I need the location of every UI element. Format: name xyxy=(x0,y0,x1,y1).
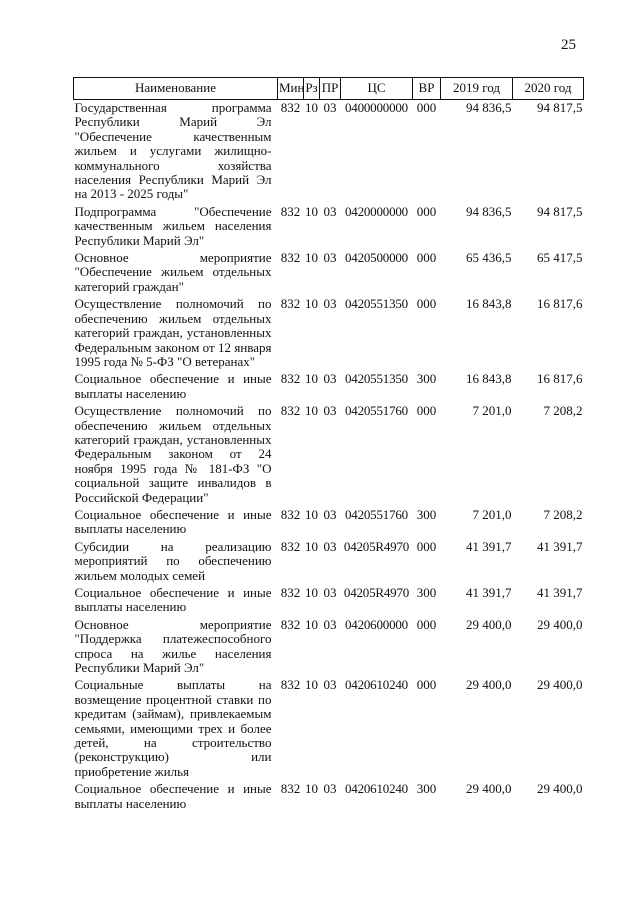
row-min: 832 xyxy=(280,781,301,797)
row-value-2020: 16 817,6 xyxy=(537,371,583,387)
row-cs: 04205R4970 xyxy=(343,538,410,554)
row-cs: 0420600000 xyxy=(344,616,408,632)
row-rz: 10 xyxy=(305,100,318,115)
row-value-2020: 7 208,2 xyxy=(543,403,583,419)
row-rz: 10 xyxy=(305,677,318,693)
row-vr: 000 xyxy=(416,250,437,266)
row-cs: 0400000000 xyxy=(344,100,408,115)
row-vr: 300 xyxy=(416,506,437,522)
row-min: 832 xyxy=(280,616,301,632)
row-min: 832 xyxy=(280,250,301,266)
table-row xyxy=(74,507,584,539)
row-name: Подпрограмма "Обеспечение качественным жильем населения Республики Марий Эл" xyxy=(74,203,272,248)
table-row xyxy=(74,371,584,403)
table-row xyxy=(74,677,584,781)
row-min: 832 xyxy=(280,677,301,693)
table-header-row xyxy=(74,78,584,100)
row-rz: 10 xyxy=(305,506,318,522)
row-vr: 000 xyxy=(416,100,437,115)
header-cs: ЦС xyxy=(341,78,413,100)
row-pr: 03 xyxy=(323,296,337,312)
row-cs: 0420610240 xyxy=(344,677,408,693)
row-pr: 03 xyxy=(323,585,337,600)
row-min: 832 xyxy=(280,506,301,522)
row-value-2019: 94 836,5 xyxy=(466,100,512,115)
row-value-2019: 41 391,7 xyxy=(466,585,512,600)
row-cs: 0420551760 xyxy=(344,506,408,522)
row-pr: 03 xyxy=(323,203,337,219)
row-cs: 0420551350 xyxy=(344,371,408,387)
row-value-2019: 41 391,7 xyxy=(466,538,512,554)
row-value-2020: 29 400,0 xyxy=(537,781,583,797)
table-row xyxy=(74,617,584,678)
row-min: 832 xyxy=(280,203,301,219)
row-pr: 03 xyxy=(323,781,337,797)
header-2020: 2020 год xyxy=(513,78,584,100)
header-pr: ПР xyxy=(320,78,341,100)
header-name: Наименование xyxy=(74,78,278,100)
row-min: 832 xyxy=(280,371,301,387)
header-rz: Рз xyxy=(304,78,320,100)
row-value-2019: 29 400,0 xyxy=(466,616,512,632)
table-row xyxy=(74,250,584,296)
row-cs: 0420610240 xyxy=(344,781,408,797)
row-value-2019: 16 843,8 xyxy=(466,371,512,387)
row-rz: 10 xyxy=(305,538,318,554)
row-vr: 300 xyxy=(416,781,437,797)
row-value-2020: 41 391,7 xyxy=(537,538,583,554)
header-2019: 2019 год xyxy=(441,78,513,100)
row-vr: 000 xyxy=(416,538,437,554)
table-row xyxy=(74,204,584,250)
row-min: 832 xyxy=(280,538,301,554)
row-pr: 03 xyxy=(323,403,337,419)
row-name: Основное мероприятие "Обеспечение жильем отдельных категорий граждан" xyxy=(74,250,272,294)
row-name: Субсидии на реализацию мероприятий по обеспечению жильем молодых семей xyxy=(74,538,272,583)
row-value-2019: 16 843,8 xyxy=(466,296,512,312)
row-rz: 10 xyxy=(305,250,318,266)
row-cs: 0420000000 xyxy=(344,203,408,219)
budget-table xyxy=(73,77,584,813)
row-name: Государственная программа Республики Марий Эл "Обеспечение качественным жильем и услугами жилищно-коммунального хозяйства населения Республики Марий Эл на 2013 - 2025 годы" xyxy=(74,100,272,202)
row-rz: 10 xyxy=(305,616,318,632)
row-vr: 000 xyxy=(416,677,437,693)
header-min: Мин xyxy=(278,78,304,100)
row-rz: 10 xyxy=(305,403,318,419)
row-rz: 10 xyxy=(305,585,318,600)
table-row xyxy=(74,296,584,371)
row-value-2019: 29 400,0 xyxy=(466,677,512,693)
row-pr: 03 xyxy=(323,371,337,387)
row-value-2020: 94 817,5 xyxy=(537,203,583,219)
row-name: Осуществление полномочий по обеспечению жильем отдельных категорий граждан, установленных Федеральным законом от 12 января 1995 года № 5-ФЗ "О ветеранах" xyxy=(74,296,272,369)
row-value-2020: 41 391,7 xyxy=(537,585,583,600)
row-pr: 03 xyxy=(323,506,337,522)
row-pr: 03 xyxy=(323,677,337,693)
row-min: 832 xyxy=(280,100,301,115)
row-value-2020: 94 817,5 xyxy=(537,100,583,115)
row-value-2019: 7 201,0 xyxy=(472,506,512,522)
row-vr: 000 xyxy=(416,616,437,632)
row-rz: 10 xyxy=(305,203,318,219)
row-value-2019: 7 201,0 xyxy=(472,403,512,419)
table-row xyxy=(74,539,584,585)
page-number: 25 xyxy=(561,37,576,53)
row-vr: 000 xyxy=(416,403,437,419)
row-min: 832 xyxy=(280,403,301,419)
row-name: Осуществление полномочий по обеспечению жильем отдельных категорий граждан, установленных Федеральным законом от 24 ноября 1995 года № 181-ФЗ "О социальной защите инвалидов в Российской Федерации" xyxy=(74,403,272,505)
row-value-2019: 65 436,5 xyxy=(466,250,512,266)
row-cs: 0420551350 xyxy=(344,296,408,312)
row-value-2019: 94 836,5 xyxy=(466,203,512,219)
row-cs: 04205R4970 xyxy=(343,585,410,600)
row-value-2020: 16 817,6 xyxy=(537,296,583,312)
row-vr: 000 xyxy=(416,296,437,312)
row-vr: 300 xyxy=(416,371,437,387)
row-name: Социальное обеспечение и иные выплаты населению xyxy=(74,781,272,811)
row-rz: 10 xyxy=(305,781,318,797)
row-min: 832 xyxy=(280,585,301,600)
row-vr: 000 xyxy=(416,203,437,219)
table-body xyxy=(74,100,584,814)
row-value-2019: 29 400,0 xyxy=(466,781,512,797)
row-name: Социальные выплаты на возмещение процентной ставки по кредитам (займам), привлекаемым семьями, имеющими трех и более детей, на строительство (реконструкцию) или приобретение жилья xyxy=(74,677,272,779)
row-cs: 0420551760 xyxy=(344,403,408,419)
row-rz: 10 xyxy=(305,296,318,312)
row-value-2020: 29 400,0 xyxy=(537,677,583,693)
row-pr: 03 xyxy=(323,250,337,266)
row-value-2020: 29 400,0 xyxy=(537,616,583,632)
table-row xyxy=(74,781,584,813)
row-pr: 03 xyxy=(323,616,337,632)
table-row xyxy=(74,100,584,204)
row-min: 832 xyxy=(280,296,301,312)
table-row xyxy=(74,585,584,617)
table-row xyxy=(74,403,584,507)
row-name: Основное мероприятие "Поддержка платежеспособного спроса на жилье населения Республики Марий Эл" xyxy=(74,616,272,676)
row-pr: 03 xyxy=(323,538,337,554)
row-name: Социальное обеспечение и иные выплаты населению xyxy=(74,585,272,615)
row-rz: 10 xyxy=(305,371,318,387)
row-name: Социальное обеспечение и иные выплаты населению xyxy=(74,371,272,401)
row-value-2020: 7 208,2 xyxy=(543,506,583,522)
row-name: Социальное обеспечение и иные выплаты населению xyxy=(74,506,272,537)
row-vr: 300 xyxy=(416,585,437,600)
row-cs: 0420500000 xyxy=(344,250,408,266)
row-pr: 03 xyxy=(323,100,337,115)
row-value-2020: 65 417,5 xyxy=(537,250,583,266)
header-vr: ВР xyxy=(413,78,441,100)
